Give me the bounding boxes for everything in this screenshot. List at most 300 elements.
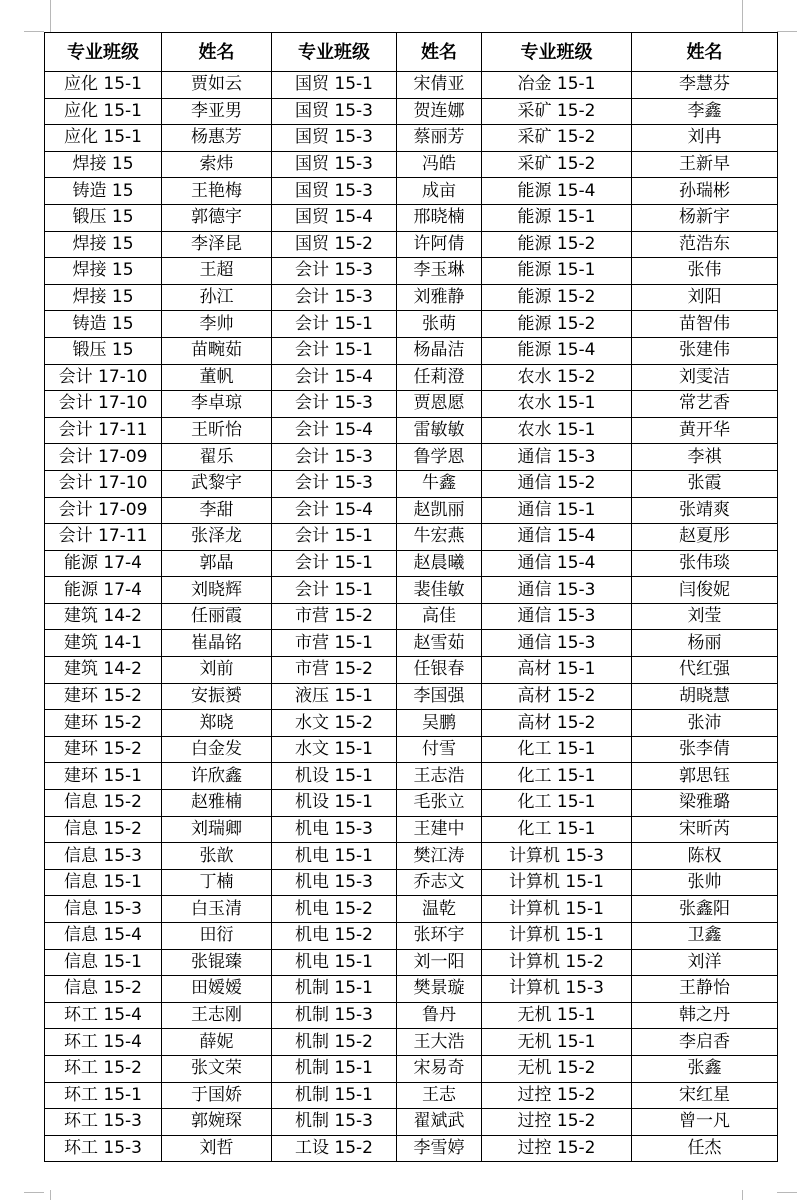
cell-name-2: 赵晨曦 [397, 550, 482, 577]
cell-class-2: 会计 15-3 [272, 391, 397, 418]
cell-class-1: 建环 15-2 [45, 710, 162, 737]
cell-name-2: 樊江涛 [397, 843, 482, 870]
cell-name-1: 郑晓 [162, 710, 272, 737]
cell-name-3: 张鑫阳 [632, 896, 778, 923]
cell-name-2: 邢晓楠 [397, 204, 482, 231]
header-name-1: 姓名 [162, 33, 272, 72]
cell-class-3: 计算机 15-1 [482, 923, 632, 950]
cell-name-1: 崔晶铭 [162, 630, 272, 657]
cell-class-2: 会计 15-4 [272, 364, 397, 391]
table-row [45, 204, 778, 231]
table-row [45, 710, 778, 737]
cell-class-2: 会计 15-1 [272, 524, 397, 551]
cell-class-2: 机制 15-2 [272, 1029, 397, 1056]
cell-class-1: 会计 17-10 [45, 364, 162, 391]
table-row [45, 364, 778, 391]
cell-name-3: 张伟 [632, 258, 778, 285]
cell-class-3: 冶金 15-1 [482, 72, 632, 99]
cell-name-3: 孙瑞彬 [632, 178, 778, 205]
cell-class-3: 通信 15-3 [482, 630, 632, 657]
cell-class-3: 高材 15-2 [482, 710, 632, 737]
table-row [45, 603, 778, 630]
cell-class-3: 能源 15-4 [482, 178, 632, 205]
cell-class-2: 国贸 15-4 [272, 204, 397, 231]
table-row [45, 524, 778, 551]
cell-class-3: 计算机 15-1 [482, 896, 632, 923]
cell-name-1: 杨惠芳 [162, 125, 272, 152]
cell-class-1: 建筑 14-2 [45, 603, 162, 630]
cell-class-2: 机电 15-2 [272, 896, 397, 923]
table-row [45, 763, 778, 790]
cell-name-1: 王超 [162, 258, 272, 285]
cell-class-2: 国贸 15-3 [272, 178, 397, 205]
cell-name-2: 刘一阳 [397, 949, 482, 976]
cell-name-1: 武黎宇 [162, 470, 272, 497]
cell-name-2: 李玉琳 [397, 258, 482, 285]
cell-class-1: 应化 15-1 [45, 72, 162, 99]
cell-name-2: 王建中 [397, 816, 482, 843]
cell-name-3: 张李倩 [632, 736, 778, 763]
table-row [45, 1082, 778, 1109]
cell-name-1: 田嫒嫒 [162, 976, 272, 1003]
student-roster-table [44, 32, 778, 1162]
cell-class-3: 计算机 15-1 [482, 869, 632, 896]
cell-class-3: 通信 15-4 [482, 524, 632, 551]
cell-name-2: 张萌 [397, 311, 482, 338]
margin-mark-bottom-right-vertical [742, 1190, 743, 1200]
cell-name-3: 张帅 [632, 869, 778, 896]
margin-mark-bottom-left-vertical [50, 1190, 51, 1200]
cell-class-1: 能源 17-4 [45, 550, 162, 577]
cell-name-2: 刘雅静 [397, 284, 482, 311]
cell-class-1: 环工 15-4 [45, 1002, 162, 1029]
cell-class-3: 通信 15-1 [482, 497, 632, 524]
cell-class-1: 会计 17-11 [45, 524, 162, 551]
cell-class-3: 化工 15-1 [482, 736, 632, 763]
table-row [45, 1055, 778, 1082]
cell-class-3: 能源 15-1 [482, 258, 632, 285]
cell-class-1: 环工 15-4 [45, 1029, 162, 1056]
cell-name-2: 许阿倩 [397, 231, 482, 258]
cell-class-1: 信息 15-4 [45, 923, 162, 950]
cell-name-3: 卫鑫 [632, 923, 778, 950]
cell-name-2: 裴佳敏 [397, 577, 482, 604]
cell-name-1: 张歆 [162, 843, 272, 870]
table-row [45, 550, 778, 577]
cell-name-3: 胡晓慧 [632, 683, 778, 710]
cell-name-3: 王静怡 [632, 976, 778, 1003]
table-row [45, 736, 778, 763]
cell-class-1: 信息 15-3 [45, 843, 162, 870]
table-row [45, 1002, 778, 1029]
cell-name-1: 刘哲 [162, 1135, 272, 1162]
table-row [45, 178, 778, 205]
cell-class-2: 会计 15-1 [272, 577, 397, 604]
cell-name-1: 李甜 [162, 497, 272, 524]
cell-name-2: 鲁丹 [397, 1002, 482, 1029]
cell-name-3: 张鑫 [632, 1055, 778, 1082]
cell-name-2: 任银春 [397, 657, 482, 684]
table-row [45, 417, 778, 444]
cell-class-1: 会计 17-09 [45, 497, 162, 524]
cell-name-2: 翟斌武 [397, 1109, 482, 1136]
cell-class-3: 采矿 15-2 [482, 125, 632, 152]
cell-name-3: 黄开华 [632, 417, 778, 444]
cell-class-1: 建环 15-2 [45, 683, 162, 710]
cell-class-3: 化工 15-1 [482, 763, 632, 790]
cell-name-3: 梁雅璐 [632, 790, 778, 817]
cell-name-1: 白玉清 [162, 896, 272, 923]
table-row [45, 125, 778, 152]
cell-name-1: 许欣鑫 [162, 763, 272, 790]
cell-class-3: 计算机 15-3 [482, 843, 632, 870]
cell-name-1: 刘前 [162, 657, 272, 684]
cell-name-2: 付雪 [397, 736, 482, 763]
cell-class-1: 环工 15-3 [45, 1109, 162, 1136]
cell-class-1: 信息 15-2 [45, 790, 162, 817]
cell-class-1: 建筑 14-2 [45, 657, 162, 684]
cell-class-1: 焊接 15 [45, 284, 162, 311]
cell-class-2: 机设 15-1 [272, 763, 397, 790]
cell-class-2: 会计 15-3 [272, 470, 397, 497]
cell-name-2: 王志浩 [397, 763, 482, 790]
cell-class-1: 会计 17-10 [45, 470, 162, 497]
cell-class-2: 国贸 15-3 [272, 151, 397, 178]
cell-class-2: 会计 15-1 [272, 337, 397, 364]
cell-class-2: 国贸 15-3 [272, 125, 397, 152]
cell-name-1: 贾如云 [162, 72, 272, 99]
header-class-2: 专业班级 [272, 33, 397, 72]
cell-class-2: 机制 15-1 [272, 976, 397, 1003]
cell-name-2: 温乾 [397, 896, 482, 923]
table-row [45, 258, 778, 285]
cell-name-3: 宋红星 [632, 1082, 778, 1109]
cell-name-1: 田衍 [162, 923, 272, 950]
table-row [45, 869, 778, 896]
cell-name-2: 蔡丽芳 [397, 125, 482, 152]
cell-class-1: 会计 17-11 [45, 417, 162, 444]
cell-name-3: 李启香 [632, 1029, 778, 1056]
cell-name-1: 孙江 [162, 284, 272, 311]
cell-class-1: 铸造 15 [45, 178, 162, 205]
table-row [45, 577, 778, 604]
cell-class-1: 建环 15-2 [45, 736, 162, 763]
cell-name-2: 雷敏敏 [397, 417, 482, 444]
table-body [45, 72, 778, 1162]
cell-name-2: 宋易奇 [397, 1055, 482, 1082]
cell-class-3: 农水 15-1 [482, 417, 632, 444]
cell-name-1: 郭婉琛 [162, 1109, 272, 1136]
cell-name-2: 张环宇 [397, 923, 482, 950]
cell-name-1: 张泽龙 [162, 524, 272, 551]
cell-class-2: 机设 15-1 [272, 790, 397, 817]
header-class-1: 专业班级 [45, 33, 162, 72]
cell-class-1: 信息 15-3 [45, 896, 162, 923]
cell-class-2: 国贸 15-2 [272, 231, 397, 258]
cell-name-3: 郭思钰 [632, 763, 778, 790]
cell-class-2: 会计 15-1 [272, 550, 397, 577]
cell-name-1: 郭德宇 [162, 204, 272, 231]
table-row [45, 923, 778, 950]
cell-name-1: 李帅 [162, 311, 272, 338]
cell-name-3: 刘雯洁 [632, 364, 778, 391]
cell-class-2: 会计 15-4 [272, 497, 397, 524]
table-row [45, 843, 778, 870]
cell-name-1: 王昕怡 [162, 417, 272, 444]
cell-class-2: 机电 15-1 [272, 843, 397, 870]
cell-name-1: 张文荣 [162, 1055, 272, 1082]
cell-name-3: 张伟琰 [632, 550, 778, 577]
cell-class-3: 无机 15-2 [482, 1055, 632, 1082]
table-row [45, 657, 778, 684]
cell-class-1: 焊接 15 [45, 231, 162, 258]
cell-class-2: 市营 15-2 [272, 657, 397, 684]
cell-class-1: 应化 15-1 [45, 125, 162, 152]
cell-class-2: 水文 15-1 [272, 736, 397, 763]
cell-class-1: 焊接 15 [45, 258, 162, 285]
cell-class-1: 铸造 15 [45, 311, 162, 338]
cell-name-2: 任莉澄 [397, 364, 482, 391]
cell-name-1: 李卓琼 [162, 391, 272, 418]
table-row [45, 1029, 778, 1056]
cell-class-1: 焊接 15 [45, 151, 162, 178]
header-name-3: 姓名 [632, 33, 778, 72]
header-name-2: 姓名 [397, 33, 482, 72]
cell-class-3: 过控 15-2 [482, 1109, 632, 1136]
cell-class-3: 过控 15-2 [482, 1135, 632, 1162]
cell-class-1: 能源 17-4 [45, 577, 162, 604]
cell-name-2: 王大浩 [397, 1029, 482, 1056]
table-row [45, 949, 778, 976]
cell-class-2: 机电 15-1 [272, 949, 397, 976]
cell-name-1: 王艳梅 [162, 178, 272, 205]
cell-class-2: 机制 15-3 [272, 1002, 397, 1029]
cell-class-1: 锻压 15 [45, 337, 162, 364]
cell-name-3: 陈权 [632, 843, 778, 870]
cell-name-1: 任丽霞 [162, 603, 272, 630]
cell-name-2: 贾恩愿 [397, 391, 482, 418]
cell-class-2: 机电 15-3 [272, 869, 397, 896]
cell-class-1: 环工 15-3 [45, 1135, 162, 1162]
cell-name-1: 李亚男 [162, 98, 272, 125]
cell-name-2: 吴鹏 [397, 710, 482, 737]
cell-name-1: 翟乐 [162, 444, 272, 471]
cell-class-3: 计算机 15-2 [482, 949, 632, 976]
cell-name-3: 张霞 [632, 470, 778, 497]
cell-class-3: 农水 15-1 [482, 391, 632, 418]
table-row [45, 497, 778, 524]
cell-name-3: 赵夏彤 [632, 524, 778, 551]
cell-class-3: 通信 15-3 [482, 577, 632, 604]
cell-class-3: 农水 15-2 [482, 364, 632, 391]
table-row [45, 151, 778, 178]
cell-class-1: 信息 15-2 [45, 816, 162, 843]
table-row [45, 311, 778, 338]
cell-name-3: 李慧芬 [632, 72, 778, 99]
cell-name-2: 王志 [397, 1082, 482, 1109]
cell-class-3: 采矿 15-2 [482, 151, 632, 178]
cell-name-1: 李泽昆 [162, 231, 272, 258]
table-row [45, 630, 778, 657]
cell-class-2: 国贸 15-3 [272, 98, 397, 125]
header-class-3: 专业班级 [482, 33, 632, 72]
cell-name-3: 张沛 [632, 710, 778, 737]
table-row [45, 284, 778, 311]
cell-class-3: 采矿 15-2 [482, 98, 632, 125]
cell-name-2: 宋倩亚 [397, 72, 482, 99]
table-row [45, 470, 778, 497]
cell-class-1: 会计 17-10 [45, 391, 162, 418]
table-row [45, 976, 778, 1003]
cell-class-2: 会计 15-4 [272, 417, 397, 444]
cell-name-3: 王新早 [632, 151, 778, 178]
cell-class-3: 能源 15-1 [482, 204, 632, 231]
cell-class-3: 高材 15-1 [482, 657, 632, 684]
cell-name-1: 刘晓辉 [162, 577, 272, 604]
cell-class-1: 信息 15-2 [45, 976, 162, 1003]
table-row [45, 683, 778, 710]
cell-class-1: 信息 15-1 [45, 949, 162, 976]
cell-name-1: 董帆 [162, 364, 272, 391]
cell-class-1: 锻压 15 [45, 204, 162, 231]
cell-class-2: 工设 15-2 [272, 1135, 397, 1162]
cell-class-2: 市营 15-1 [272, 630, 397, 657]
cell-name-3: 韩之丹 [632, 1002, 778, 1029]
cell-class-2: 机制 15-3 [272, 1109, 397, 1136]
table-row [45, 98, 778, 125]
cell-class-2: 机电 15-3 [272, 816, 397, 843]
table-row [45, 790, 778, 817]
cell-class-3: 化工 15-1 [482, 816, 632, 843]
table-row [45, 816, 778, 843]
cell-class-3: 通信 15-2 [482, 470, 632, 497]
cell-name-3: 李鑫 [632, 98, 778, 125]
cell-class-3: 计算机 15-3 [482, 976, 632, 1003]
cell-class-1: 环工 15-1 [45, 1082, 162, 1109]
cell-class-1: 建环 15-1 [45, 763, 162, 790]
cell-class-3: 能源 15-2 [482, 231, 632, 258]
table-row [45, 444, 778, 471]
cell-name-3: 杨新宇 [632, 204, 778, 231]
table-row [45, 1135, 778, 1162]
table-row [45, 337, 778, 364]
cell-class-3: 无机 15-1 [482, 1002, 632, 1029]
cell-class-2: 会计 15-1 [272, 311, 397, 338]
cell-class-1: 信息 15-1 [45, 869, 162, 896]
cell-class-1: 建筑 14-1 [45, 630, 162, 657]
cell-name-2: 赵凯丽 [397, 497, 482, 524]
cell-name-2: 贺连娜 [397, 98, 482, 125]
cell-name-1: 赵雅楠 [162, 790, 272, 817]
cell-name-3: 范浩东 [632, 231, 778, 258]
cell-name-3: 苗智伟 [632, 311, 778, 338]
cell-name-2: 鲁学恩 [397, 444, 482, 471]
table-header-row [45, 33, 778, 72]
cell-name-3: 杨丽 [632, 630, 778, 657]
cell-name-1: 安振赟 [162, 683, 272, 710]
cell-name-2: 乔志文 [397, 869, 482, 896]
cell-class-2: 国贸 15-1 [272, 72, 397, 99]
margin-mark-top-left-vertical [50, 0, 51, 32]
cell-name-2: 高佳 [397, 603, 482, 630]
cell-class-3: 无机 15-1 [482, 1029, 632, 1056]
cell-class-3: 通信 15-4 [482, 550, 632, 577]
table-row [45, 896, 778, 923]
cell-name-3: 张建伟 [632, 337, 778, 364]
cell-name-1: 白金发 [162, 736, 272, 763]
cell-class-3: 高材 15-2 [482, 683, 632, 710]
table-row [45, 1109, 778, 1136]
cell-name-3: 刘冉 [632, 125, 778, 152]
cell-name-3: 闫俊妮 [632, 577, 778, 604]
cell-name-1: 张锟臻 [162, 949, 272, 976]
cell-name-1: 于国娇 [162, 1082, 272, 1109]
cell-class-3: 化工 15-1 [482, 790, 632, 817]
cell-name-2: 樊景璇 [397, 976, 482, 1003]
margin-mark-top-left-horizontal [24, 31, 44, 32]
margin-mark-bottom-left-horizontal [24, 1192, 44, 1193]
cell-name-1: 刘瑞卿 [162, 816, 272, 843]
cell-name-3: 刘莹 [632, 603, 778, 630]
table-row [45, 391, 778, 418]
cell-name-1: 索炜 [162, 151, 272, 178]
cell-class-3: 过控 15-2 [482, 1082, 632, 1109]
cell-class-3: 通信 15-3 [482, 444, 632, 471]
cell-name-2: 冯皓 [397, 151, 482, 178]
cell-class-1: 应化 15-1 [45, 98, 162, 125]
cell-name-1: 薛妮 [162, 1029, 272, 1056]
margin-mark-top-right-horizontal [777, 31, 797, 32]
cell-name-1: 苗畹茹 [162, 337, 272, 364]
cell-name-3: 任杰 [632, 1135, 778, 1162]
cell-class-2: 机制 15-1 [272, 1055, 397, 1082]
cell-name-2: 赵雪茹 [397, 630, 482, 657]
cell-class-2: 机制 15-1 [272, 1082, 397, 1109]
cell-name-3: 刘洋 [632, 949, 778, 976]
cell-class-2: 水文 15-2 [272, 710, 397, 737]
table-row [45, 72, 778, 99]
cell-class-2: 机电 15-2 [272, 923, 397, 950]
cell-name-2: 牛宏燕 [397, 524, 482, 551]
cell-name-1: 郭晶 [162, 550, 272, 577]
cell-name-3: 常艺香 [632, 391, 778, 418]
cell-name-3: 代红强 [632, 657, 778, 684]
cell-name-2: 牛鑫 [397, 470, 482, 497]
cell-class-2: 会计 15-3 [272, 284, 397, 311]
cell-class-3: 能源 15-2 [482, 284, 632, 311]
cell-class-2: 市营 15-2 [272, 603, 397, 630]
cell-name-3: 张靖爽 [632, 497, 778, 524]
cell-name-2: 李国强 [397, 683, 482, 710]
cell-class-3: 通信 15-3 [482, 603, 632, 630]
cell-name-2: 成亩 [397, 178, 482, 205]
cell-name-3: 李祺 [632, 444, 778, 471]
cell-class-3: 能源 15-2 [482, 311, 632, 338]
cell-class-3: 能源 15-4 [482, 337, 632, 364]
cell-name-2: 杨晶洁 [397, 337, 482, 364]
cell-class-2: 会计 15-3 [272, 444, 397, 471]
cell-name-1: 丁楠 [162, 869, 272, 896]
cell-name-2: 毛张立 [397, 790, 482, 817]
cell-class-1: 会计 17-09 [45, 444, 162, 471]
table-row [45, 231, 778, 258]
cell-name-3: 曾一凡 [632, 1109, 778, 1136]
cell-name-3: 刘阳 [632, 284, 778, 311]
margin-mark-bottom-right-horizontal [777, 1192, 797, 1193]
cell-class-2: 液压 15-1 [272, 683, 397, 710]
margin-mark-top-right-vertical [742, 0, 743, 32]
cell-class-2: 会计 15-3 [272, 258, 397, 285]
